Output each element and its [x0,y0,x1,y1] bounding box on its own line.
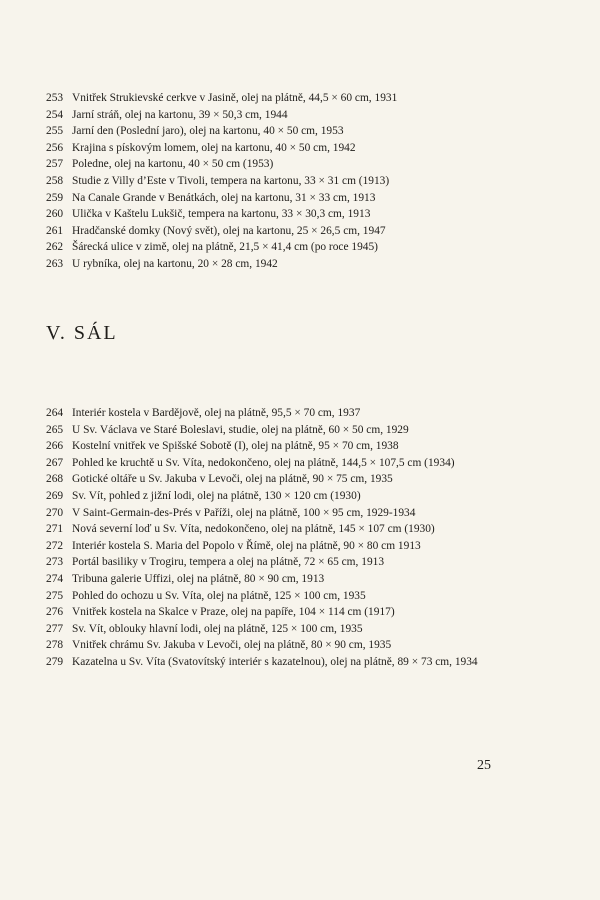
entry-text: Sv. Vít, pohled z jižní lodi, olej na plátně, 130 × 120 cm (1930) [72,489,361,502]
catalogue-list-bottom [46,405,496,671]
entry-number: 268 [46,473,64,486]
catalogue-entry [46,538,496,555]
entry-text: Nová severní loď u Sv. Víta, nedokončeno, olej na plátně, 145 × 107 cm (1930) [72,523,435,536]
catalogue-entry [46,256,496,273]
entry-number: 267 [46,456,64,469]
entry-text: Sv. Vít, oblouky hlavní lodi, olej na plátně, 125 × 100 cm, 1935 [72,622,363,635]
entry-number: 269 [46,489,64,502]
catalogue-entry [46,140,496,157]
entry-text: Vnitřek Strukievské cerkve v Jasině, olej na plátně, 44,5 × 60 cm, 1931 [72,92,398,104]
catalogue-entry [46,488,496,505]
catalogue-entry [46,173,496,190]
entry-text: Jarní den (Poslední jaro), olej na kartonu, 40 × 50 cm, 1953 [72,125,344,138]
catalogue-entry [46,637,496,654]
catalogue-entry [46,107,496,124]
catalogue-entry [46,654,496,671]
entry-text: Gotické oltáře u Sv. Jakuba v Levoči, olej na plátně, 90 × 75 cm, 1935 [72,473,393,486]
entry-number: 271 [46,523,64,536]
entry-text: Vnitřek chrámu Sv. Jakuba v Levoči, olej na plátně, 80 × 90 cm, 1935 [72,639,392,652]
entry-number: 278 [46,639,64,652]
entry-text: V Saint-Germain-des-Prés v Paříži, olej na plátně, 100 × 95 cm, 1929-1934 [72,506,416,519]
entry-number: 265 [46,423,64,436]
catalogue-entry [46,471,496,488]
entry-number: 255 [46,125,64,138]
entry-number: 279 [46,655,64,668]
catalogue-entry [46,588,496,605]
entry-text: U rybníka, olej na kartonu, 20 × 28 cm, 1942 [72,257,278,270]
entry-text: Na Canale Grande v Benátkách, olej na kartonu, 31 × 33 cm, 1913 [72,191,376,204]
catalogue-entry [46,405,496,422]
entry-number: 256 [46,141,64,154]
entry-text: Portál basiliky v Trogiru, tempera a olej na plátně, 72 × 65 cm, 1913 [72,556,385,569]
entry-number: 277 [46,622,64,635]
entry-text: Interiér kostela v Bardějově, olej na plátně, 95,5 × 70 cm, 1937 [72,407,361,419]
catalogue-entry [46,123,496,140]
entry-number: 261 [46,224,64,237]
catalogue-entry [46,190,496,207]
catalogue-entry [46,621,496,638]
section-heading: V. SÁL [46,322,118,344]
entry-text: Pohled do ochozu u Sv. Víta, olej na plátně, 125 × 100 cm, 1935 [72,589,366,602]
catalogue-entry [46,156,496,173]
entry-number: 264 [46,407,64,419]
catalogue-entry [46,554,496,571]
entry-text: Krajina s pískovým lomem, olej na kartonu, 40 × 50 cm, 1942 [72,141,356,154]
entry-number: 270 [46,506,64,519]
page-number: 25 [477,758,491,773]
catalogue-entry [46,90,496,107]
entry-number: 276 [46,606,64,619]
catalogue-entry [46,239,496,256]
catalogue-entry [46,604,496,621]
catalogue-list-top [46,90,496,273]
entry-text: Studie z Villy d’Este v Tivoli, tempera na kartonu, 33 × 31 cm (1913) [72,174,390,187]
entry-text: Kazatelna u Sv. Víta (Svatovítský interiér s kazatelnou), olej na plátně, 89 × 73 cm, 1934 [72,655,478,668]
entry-number: 274 [46,572,64,585]
entry-number: 257 [46,158,64,171]
entry-text: Hradčanské domky (Nový svět), olej na kartonu, 25 × 26,5 cm, 1947 [72,224,386,237]
entry-text: Tribuna galerie Uffizi, olej na plátně, 80 × 90 cm, 1913 [72,572,325,585]
entry-text: Interiér kostela S. Maria del Popolo v Římě, olej na plátně, 90 × 80 cm 1913 [72,539,421,552]
entry-number: 262 [46,241,64,254]
catalogue-entry [46,521,496,538]
entry-number: 263 [46,257,64,270]
catalogue-entry [46,223,496,240]
catalogue-entry [46,571,496,588]
entry-number: 273 [46,556,64,569]
entry-text: Pohled ke kruchtě u Sv. Víta, nedokončeno, olej na plátně, 144,5 × 107,5 cm (1934) [72,456,455,469]
entry-text: Poledne, olej na kartonu, 40 × 50 cm (1953) [72,158,274,171]
entry-number: 275 [46,589,64,602]
catalogue-entry [46,422,496,439]
entry-number: 260 [46,208,64,221]
catalogue-entry [46,455,496,472]
entry-number: 259 [46,191,64,204]
catalogue-entry [46,206,496,223]
catalogue-entry [46,438,496,455]
entry-text: Ulička v Kaštelu Lukšič, tempera na kartonu, 33 × 30,3 cm, 1913 [72,208,371,221]
entry-text: Vnitřek kostela na Skalce v Praze, olej na papíře, 104 × 114 cm (1917) [72,606,395,619]
entry-text: Jarní stráň, olej na kartonu, 39 × 50,3 cm, 1944 [72,108,288,121]
entry-text: Šárecká ulice v zimě, olej na plátně, 21,5 × 41,4 cm (po roce 1945) [72,241,378,254]
entry-text: Kostelní vnitřek ve Spišské Sobotě (I), olej na plátně, 95 × 70 cm, 1938 [72,440,399,453]
entry-text: U Sv. Václava ve Staré Boleslavi, studie, olej na plátně, 60 × 50 cm, 1929 [72,423,409,436]
catalogue-entry [46,505,496,522]
entry-number: 254 [46,108,64,121]
entry-number: 253 [46,92,64,104]
entry-number: 266 [46,440,64,453]
entry-number: 258 [46,174,64,187]
entry-number: 272 [46,539,64,552]
